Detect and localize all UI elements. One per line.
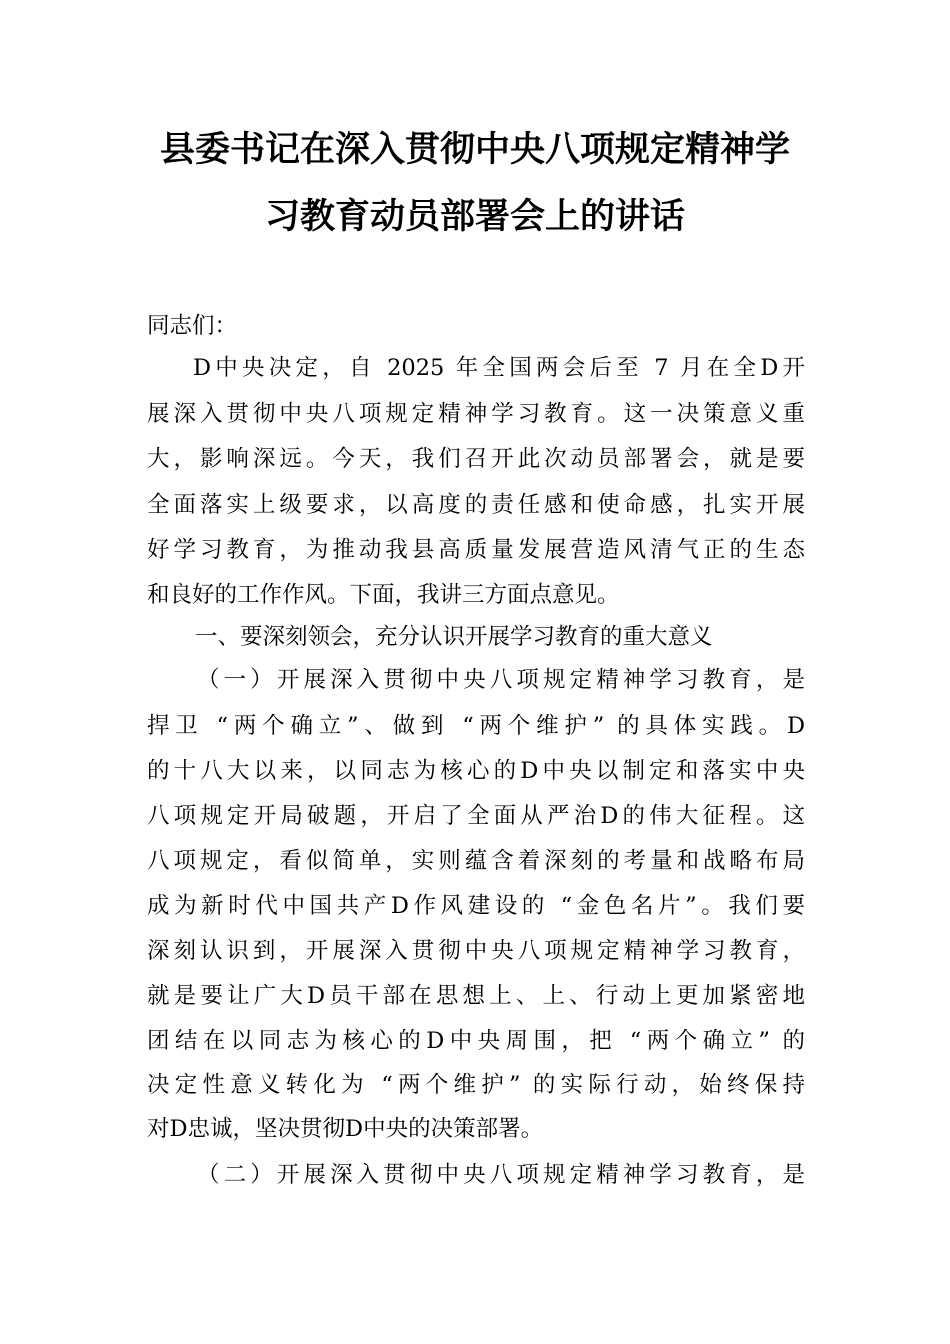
subsection-1-line: 成为新时代中国共产D作风建设的 “金色名片”。我们要 <box>147 893 805 919</box>
intro-line: 好学习教育，为推动我县高质量发展营造风清气正的生态 <box>147 537 805 563</box>
intro-line: 全面落实上级要求，以高度的责任感和使命感，扎实开展 <box>147 492 805 518</box>
subsection-1-line: 团结在以同志为核心的D中央周围，把 “两个确立” 的 <box>147 1028 805 1054</box>
subsection-1-line: 决定性意义转化为 “两个维护” 的实际行动，始终保持 <box>147 1072 805 1098</box>
intro-line: 大，影响深远。今天，我们召开此次动员部署会，就是要 <box>147 446 805 472</box>
intro-line: 展深入贯彻中央八项规定精神学习教育。这一决策意义重 <box>147 401 805 427</box>
subsection-2-line: （二）开展深入贯彻中央八项规定精神学习教育，是 <box>197 1162 805 1188</box>
document-title-line-1: 县委书记在深入贯彻中央八项规定精神学 <box>159 130 790 170</box>
subsection-1-line: 八项规定，看似简单，实则蕴含着深刻的考量和战略布局 <box>147 848 805 874</box>
subsection-1-line: 八项规定开局破题，开启了全面从严治D的伟大征程。这 <box>147 803 805 829</box>
subsection-1-line: 对D忠诚，坚决贯彻D中央的决策部署。 <box>147 1116 544 1142</box>
subsection-1-line: 深刻认识到，开展深入贯彻中央八项规定精神学习教育， <box>147 938 805 964</box>
intro-line: 和良好的工作作风。下面，我讲三方面点意见。 <box>147 582 620 608</box>
subsection-1-line: （一）开展深入贯彻中央八项规定精神学习教育，是 <box>197 667 805 693</box>
section-heading-1: 一、要深刻领会，充分认识开展学习教育的重大意义 <box>195 624 713 650</box>
subsection-1-line: 就是要让广大D员干部在思想上、上、行动上更加紧密地 <box>147 983 805 1009</box>
intro-line: D中央决定，自 2025 年全国两会后至 7 月在全D开 <box>193 355 805 381</box>
subsection-1-line: 捍卫 “两个确立”、做到 “两个维护” 的具体实践。D <box>147 713 805 739</box>
document-title-line-2: 习教育动员部署会上的讲话 <box>264 197 685 237</box>
subsection-1-line: 的十八大以来，以同志为核心的D中央以制定和落实中央 <box>147 758 805 784</box>
salutation: 同志们： <box>147 313 238 339</box>
